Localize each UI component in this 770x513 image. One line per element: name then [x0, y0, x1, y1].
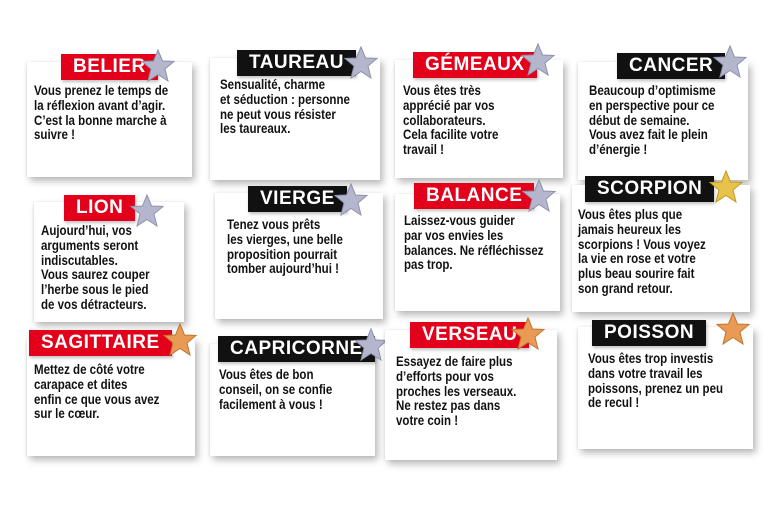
horoscope-text-gemeaux: Vous êtes très apprécié par vos collaborateurs. Cela facilite votre travail ! [403, 83, 499, 158]
silver-star-icon [712, 44, 748, 80]
sign-label-poisson: POISSON [592, 320, 706, 346]
copper-star-icon [510, 316, 546, 352]
horoscope-text-balance: Laissez-vous guider par vos envies les balances. Ne réfléchissez pas trop. [404, 213, 544, 273]
sign-label-lion: LION [64, 195, 135, 221]
copper-star-icon [715, 311, 751, 347]
gold-star-icon [708, 169, 744, 205]
sign-label-belier: BELIER [61, 54, 158, 80]
horoscope-text-taureau: Sensualité, charme et séduction : personne ne peut vous résister les taureaux. [220, 77, 350, 137]
silver-star-icon [140, 48, 176, 84]
horoscope-text-scorpion: Vous êtes plus que jamais heureux les scorpions ! Vous voyez la vie en rose et votre plus beau sourire fait son grand retour. [578, 207, 706, 296]
silver-star-icon [353, 327, 389, 363]
sign-label-balance: BALANCE [414, 183, 534, 209]
sign-label-cancer: CANCER [617, 53, 725, 79]
horoscope-text-vierge: Tenez vous prêts les vierges, une belle proposition pourrait tomber aujourd’hui ! [227, 217, 343, 277]
horoscope-text-verseau: Essayez de faire plus d’efforts pour vos proches les verseaux. Ne restez pas dans votre coin ! [396, 354, 517, 429]
horoscope-text-poisson: Vous êtes trop investis dans votre travail les poissons, prenez un peu de recul ! [588, 351, 724, 411]
sign-label-gemeaux: GÉMEAUX [413, 52, 537, 78]
sign-label-scorpion: SCORPION [585, 176, 714, 202]
horoscope-text-cancer: Beaucoup d’optimisme en perspective pour ce début de semaine. Vous avez fait le plein d’énergie ! [589, 83, 716, 158]
horoscope-text-capricorne: Vous êtes de bon conseil, on se confie facilement à vous ! [219, 367, 333, 412]
horoscope-text-belier: Vous prenez le temps de la réflexion avant d’agir. C’est la bonne marche à suivre ! [34, 83, 169, 143]
sign-label-taureau: TAUREAU [237, 50, 356, 76]
sign-label-sagittaire: SAGITTAIRE [29, 330, 172, 356]
silver-star-icon [333, 182, 369, 218]
horoscope-text-lion: Aujourd’hui, vos arguments seront indiscutables. Vous saurez couper l’herbe sous le pied de vos détracteurs. [41, 223, 150, 312]
sign-label-verseau: VERSEAU [410, 322, 529, 348]
horoscope-text-sagittaire: Mettez de côté votre carapace et dites enfin ce que vous avez sur le cœur. [34, 362, 160, 422]
silver-star-icon [521, 178, 557, 214]
sign-label-capricorne: CAPRICORNE [218, 336, 375, 362]
copper-star-icon [162, 322, 198, 358]
silver-star-icon [343, 45, 379, 81]
silver-star-icon [520, 42, 556, 78]
sign-label-vierge: VIERGE [248, 186, 347, 212]
